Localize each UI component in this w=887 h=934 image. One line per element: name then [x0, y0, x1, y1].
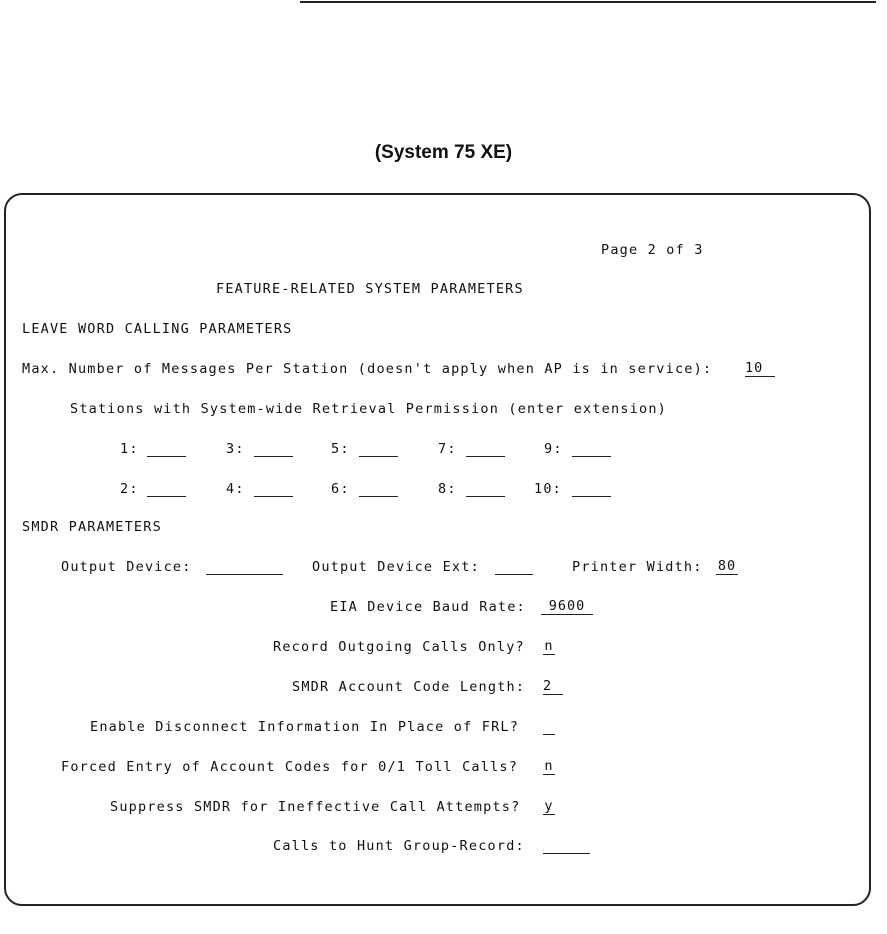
station-slot-field[interactable]: [359, 481, 398, 497]
hunt-group-record-label: Calls to Hunt Group-Record:: [273, 838, 525, 854]
station-slot-label: 1:: [120, 441, 139, 457]
output-device-label: Output Device:: [61, 559, 192, 575]
max-messages-field[interactable]: 10: [745, 361, 775, 377]
account-code-length-field[interactable]: 2: [543, 679, 563, 695]
hunt-group-record-field[interactable]: [543, 838, 590, 854]
max-messages-label: Max. Number of Messages Per Station (doesn't apply when AP is in service):: [22, 361, 713, 377]
page-caption: (System 75 XE): [374, 142, 513, 163]
station-slot-label: 4:: [226, 481, 245, 497]
station-slot-label: 10:: [534, 481, 562, 497]
forced-entry-label: Forced Entry of Account Codes for 0/1 Toll Calls?: [61, 759, 519, 775]
baud-rate-label: EIA Device Baud Rate:: [330, 599, 526, 615]
station-slot-field[interactable]: [572, 441, 611, 457]
terminal-screen: [4, 193, 871, 906]
station-slot-field[interactable]: [147, 441, 186, 457]
station-slot-label: 3:: [226, 441, 245, 457]
station-slot-label: 8:: [438, 481, 457, 497]
station-slot-label: 6:: [331, 481, 350, 497]
output-device-ext-field[interactable]: [495, 559, 533, 575]
form-title: FEATURE-RELATED SYSTEM PARAMETERS: [216, 281, 524, 297]
station-slot-field[interactable]: [254, 481, 293, 497]
baud-rate-field[interactable]: 9600: [541, 599, 593, 615]
station-slot-field[interactable]: [466, 481, 505, 497]
forced-entry-field[interactable]: n: [544, 758, 554, 774]
output-device-field[interactable]: [206, 559, 283, 575]
station-slot-label: 5:: [331, 441, 350, 457]
station-slot-field[interactable]: [466, 441, 505, 457]
output-device-ext-label: Output Device Ext:: [312, 559, 480, 575]
station-slot-label: 7:: [438, 441, 457, 457]
station-slot-field[interactable]: [147, 481, 186, 497]
outgoing-calls-field[interactable]: n: [544, 638, 554, 654]
station-slot-label: 9:: [544, 441, 563, 457]
printer-width-label: Printer Width:: [572, 559, 703, 575]
station-slot-field[interactable]: [359, 441, 398, 457]
disconnect-info-label: Enable Disconnect Information In Place of FRL?: [90, 719, 520, 735]
suppress-smdr-field[interactable]: y: [544, 798, 554, 814]
station-slot-field[interactable]: [572, 481, 611, 497]
disconnect-info-field[interactable]: [543, 719, 555, 735]
page-indicator: Page 2 of 3: [601, 242, 704, 258]
top-rule: [300, 1, 876, 3]
lwc-section-heading: LEAVE WORD CALLING PARAMETERS: [22, 321, 293, 337]
station-slot-field[interactable]: [254, 441, 293, 457]
smdr-section-heading: SMDR PARAMETERS: [22, 519, 162, 535]
station-slot-label: 2:: [120, 481, 139, 497]
printer-width-field[interactable]: 80: [717, 558, 737, 574]
retrieval-permission-label: Stations with System-wide Retrieval Permission (enter extension): [70, 401, 667, 417]
outgoing-calls-label: Record Outgoing Calls Only?: [273, 639, 525, 655]
account-code-length-label: SMDR Account Code Length:: [292, 679, 526, 695]
suppress-smdr-label: Suppress SMDR for Ineffective Call Attempts?: [110, 799, 521, 815]
